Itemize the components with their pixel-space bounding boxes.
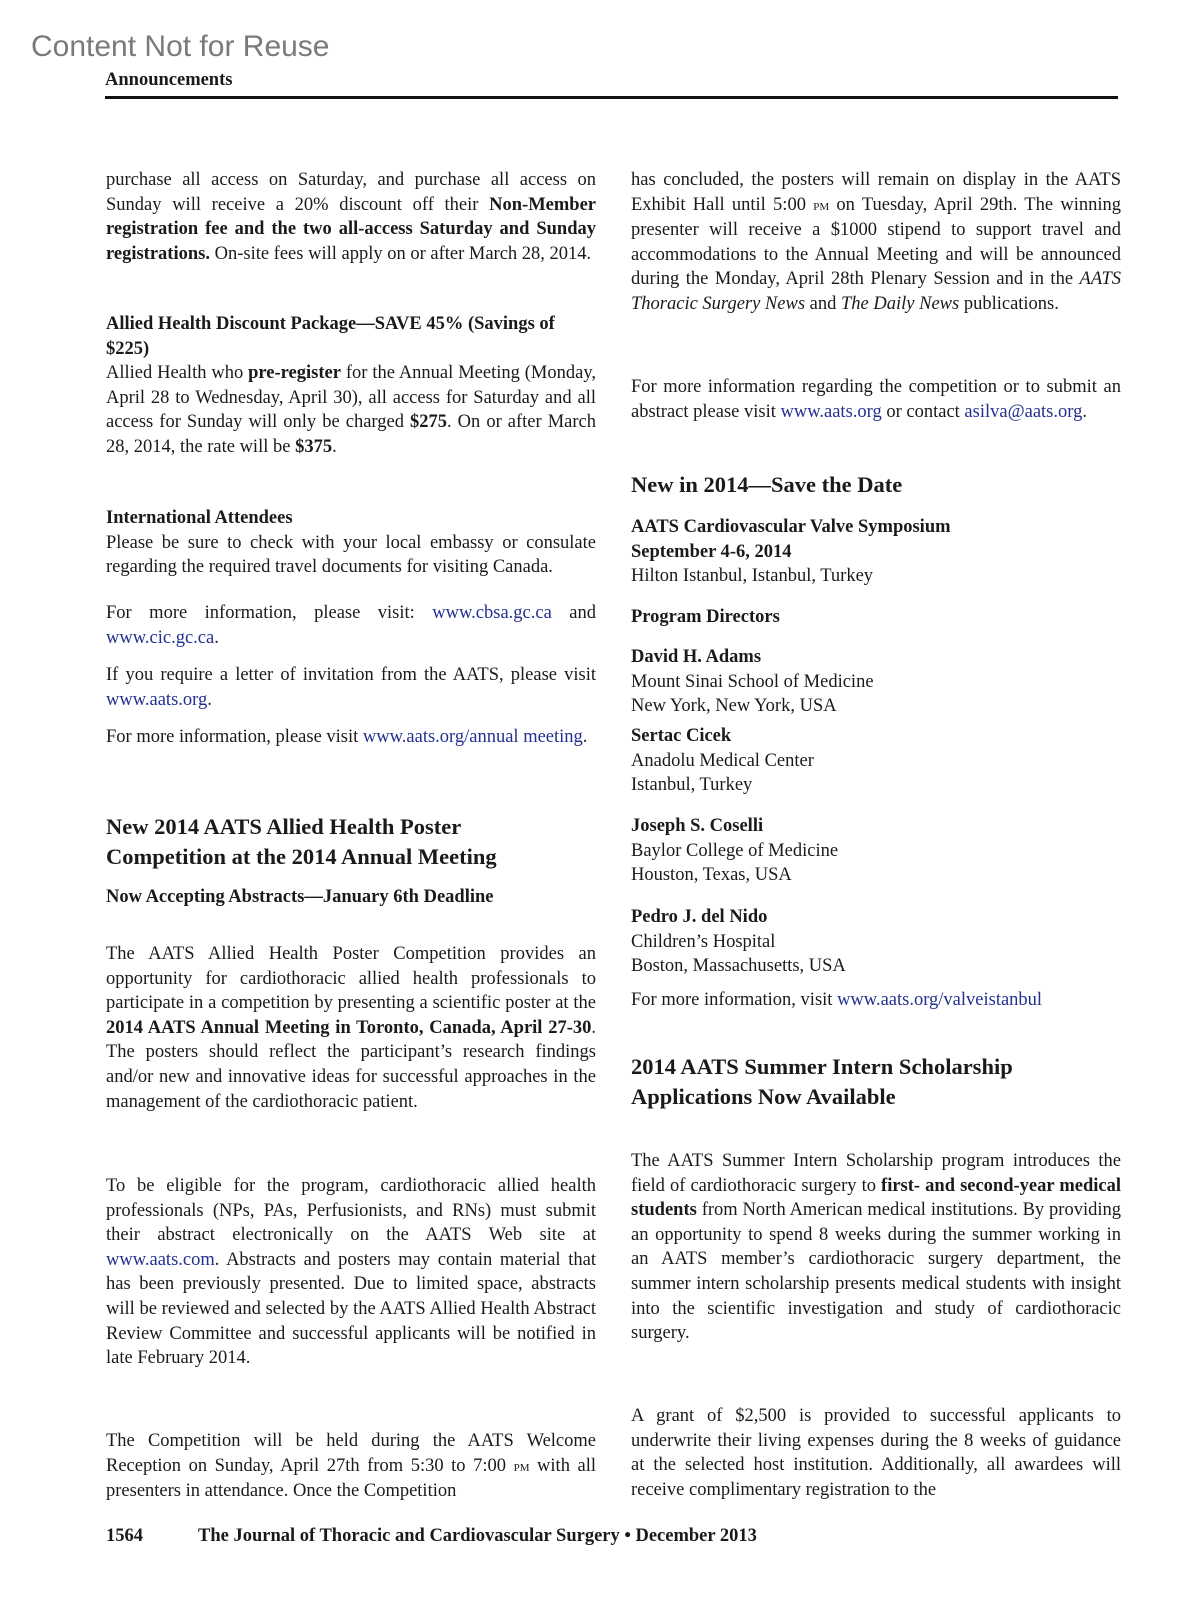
director-institution: Children’s Hospital <box>631 931 776 952</box>
text-segment: If you require a letter of invitation from the AATS, please visit <box>106 665 596 685</box>
link[interactable]: www.aats.org/valveistanbul <box>837 990 1043 1010</box>
text-segment: For more information regarding the competition or to submit an abstract please visit <box>631 377 1121 422</box>
link[interactable]: www.aats.org/annual meeting <box>362 727 583 747</box>
poster-subheading: Now Accepting Abstracts—January 6th Deadline <box>106 887 494 907</box>
link[interactable]: asilva@aats.org <box>964 401 1083 422</box>
text-segment: The Competition will be held during the AATS Welcome Reception on Sunday, April 27th from 5:30 to 7:00 <box>106 1431 596 1476</box>
text-segment: and <box>551 603 596 623</box>
symposium-title: AATS Cardiovascular Valve Symposium <box>631 517 951 537</box>
page-footer <box>106 1526 757 1547</box>
director-entry <box>631 905 1121 979</box>
intern-paragraph-1 <box>631 1149 1121 1346</box>
text-segment: with all presenters in attendance. Once the Competition <box>106 1455 596 1502</box>
directors-heading: Program Directors <box>631 607 780 627</box>
journal-citation: The Journal of Thoracic and Cardiovascular Surgery • December 2013 <box>198 1526 757 1546</box>
registration-paragraph <box>106 168 596 266</box>
save-date-heading: New in 2014—Save the Date <box>631 472 903 497</box>
allied-discount-section <box>106 312 596 460</box>
director-location: New York, New York, USA <box>631 696 837 717</box>
text-segment: . <box>332 436 337 457</box>
symposium-dates: September 4-6, 2014 <box>631 541 792 562</box>
international-links <box>106 601 596 650</box>
annual-meeting-info <box>106 725 596 750</box>
page-number: 1564 <box>106 1526 143 1546</box>
text-segment: On-site fees will apply on or after March 28, 2014. <box>209 243 592 264</box>
text-segment: publications. <box>959 293 1059 314</box>
intern-heading: 2014 AATS Summer Intern Scholarship Applications Now Available <box>631 1054 1013 1109</box>
text-segment: for the Annual Meeting (Monday, April 28 to Wednesday, April 30), all access for Saturday and all access for Sunday will only be charged <box>106 363 596 433</box>
allied-discount-body <box>106 361 596 459</box>
director-location: Boston, Massachusetts, USA <box>631 956 846 977</box>
text-segment: Allied Health who <box>106 363 249 384</box>
director-entry <box>631 814 1121 888</box>
text-segment: Please be sure to check with your local embassy or consulate regarding the required travel documents for visiting Canada. <box>106 532 596 578</box>
invitation-letter <box>106 663 596 712</box>
text-segment: . <box>214 627 219 648</box>
text-segment: AATS Thoracic Surgery News <box>631 269 1121 314</box>
text-segment: $375 <box>295 436 333 457</box>
text-segment: on Tuesday, April 29th. The winning presenter will receive a $1000 stipend to support travel and accommodations to the Annual Meeting and will be announced during the Monday, April 28th Plenary Session and in the <box>631 194 1121 290</box>
link[interactable]: www.aats.org <box>780 401 882 422</box>
text-segment: $275 <box>410 412 447 433</box>
text-segment: . <box>582 727 588 747</box>
director-location: Houston, Texas, USA <box>631 865 792 886</box>
text-segment: 2014 AATS Annual Meeting in Toronto, Canada, April 27-30 <box>106 1017 592 1038</box>
text-segment: pre-register <box>248 363 341 384</box>
director-institution: Baylor College of Medicine <box>631 840 839 861</box>
text-segment: For more information, please visit: <box>106 603 433 623</box>
watermark: Content Not for Reuse <box>31 30 330 63</box>
director-name: Sertac Cicek <box>631 726 732 746</box>
text-segment: . <box>207 689 212 710</box>
director-name: Joseph S. Coselli <box>631 816 764 836</box>
text-segment: To be eligible for the program, cardiothoracic allied health professionals (NPs, PAs, Perfusionists, and RNs) must submit their abstract electronically on the AATS Web site at <box>106 1176 596 1246</box>
poster-paragraph-2 <box>106 1174 596 1371</box>
text-segment: has concluded, the posters will remain on display in the AATS Exhibit Hall until 5:00 <box>631 170 1121 215</box>
symposium-info <box>631 515 1121 589</box>
competition-contact <box>631 375 1121 424</box>
allied-discount-heading: Allied Health Discount Package—SAVE 45% (Savings of $225) <box>106 314 555 359</box>
text-segment: pm <box>513 1458 530 1475</box>
link[interactable]: www.aats.org <box>106 689 208 710</box>
text-segment: first- and second-year medical students <box>631 1175 1121 1221</box>
text-segment: and <box>805 293 841 314</box>
director-entry <box>631 645 1121 719</box>
text-segment: The AATS Summer Intern Scholarship program introduces the field of cardiothoracic surgery to <box>631 1151 1121 1196</box>
poster-paragraph-3 <box>106 1429 596 1504</box>
text-segment: . The posters should reflect the participant’s research findings and/or new and innovative ideas for successful approaches in the management of the cardiothoracic patient. <box>106 1017 596 1112</box>
text-segment: . <box>1082 401 1087 422</box>
director-institution: Anadolu Medical Center <box>631 750 814 771</box>
text-segment: For more information, visit <box>631 990 838 1010</box>
international-heading: International Attendees <box>106 508 293 528</box>
text-segment: A grant of $2,500 is provided to successful applicants to underwrite their living expenses during the 8 weeks of guidance at the selected host institution. Additionally, all awardees will receive complimentary registration to the <box>631 1406 1121 1500</box>
text-segment: The AATS Allied Health Poster Competition provides an opportunity for cardiothoracic allied health professionals to participate in a competition by presenting a scientific poster at the <box>106 944 596 1014</box>
poster-paragraph-1 <box>106 942 596 1114</box>
director-institution: Mount Sinai School of Medicine <box>631 671 874 692</box>
text-segment: For more information, please visit <box>106 727 363 747</box>
director-name: Pedro J. del Nido <box>631 907 768 927</box>
director-entry <box>631 724 1121 798</box>
symposium-venue: Hilton Istanbul, Istanbul, Turkey <box>631 566 874 587</box>
text-segment: or contact <box>881 401 965 422</box>
intern-paragraph-2 <box>631 1404 1121 1502</box>
international-section <box>106 506 596 580</box>
link[interactable]: www.aats.com <box>106 1249 215 1270</box>
text-segment: purchase all access on Saturday, and purchase all access on Sunday will receive a 20% discount off their <box>106 170 596 215</box>
text-segment: Non-Member registration fee and the two all-access Saturday and Sunday registrations. <box>106 194 596 264</box>
text-segment: pm <box>813 197 830 214</box>
poster-heading: New 2014 AATS Allied Health Poster Competition at the 2014 Annual Meeting <box>106 814 497 869</box>
section-label: Announcements <box>105 70 233 90</box>
poster-continued-paragraph <box>631 168 1121 317</box>
text-segment: . On or after March 28, 2014, the rate will be <box>106 412 597 457</box>
valve-more-info <box>631 988 1121 1013</box>
link[interactable]: www.cbsa.gc.ca <box>432 603 552 623</box>
text-segment: from North American medical institutions. By providing an opportunity to spend 8 weeks during the summer working in an AATS member’s cardiothoracic surgery department, the summer intern scholarship presents medical students with insight into the scientific investigation and study of cardiothoracic surgery. <box>631 1200 1121 1344</box>
director-location: Istanbul, Turkey <box>631 775 753 796</box>
text-segment: . Abstracts and posters may contain material that has been previously presented. Due to limited space, abstracts will be reviewed and selected by the AATS Allied Health Abstract Review Committee and successful applicants will be notified in late February 2014. <box>106 1249 596 1369</box>
header-rule <box>105 96 1118 99</box>
link[interactable]: www.cic.gc.ca <box>106 627 215 648</box>
text-segment: The Daily News <box>841 293 960 314</box>
international-body <box>106 531 596 580</box>
director-name: David H. Adams <box>631 647 762 667</box>
